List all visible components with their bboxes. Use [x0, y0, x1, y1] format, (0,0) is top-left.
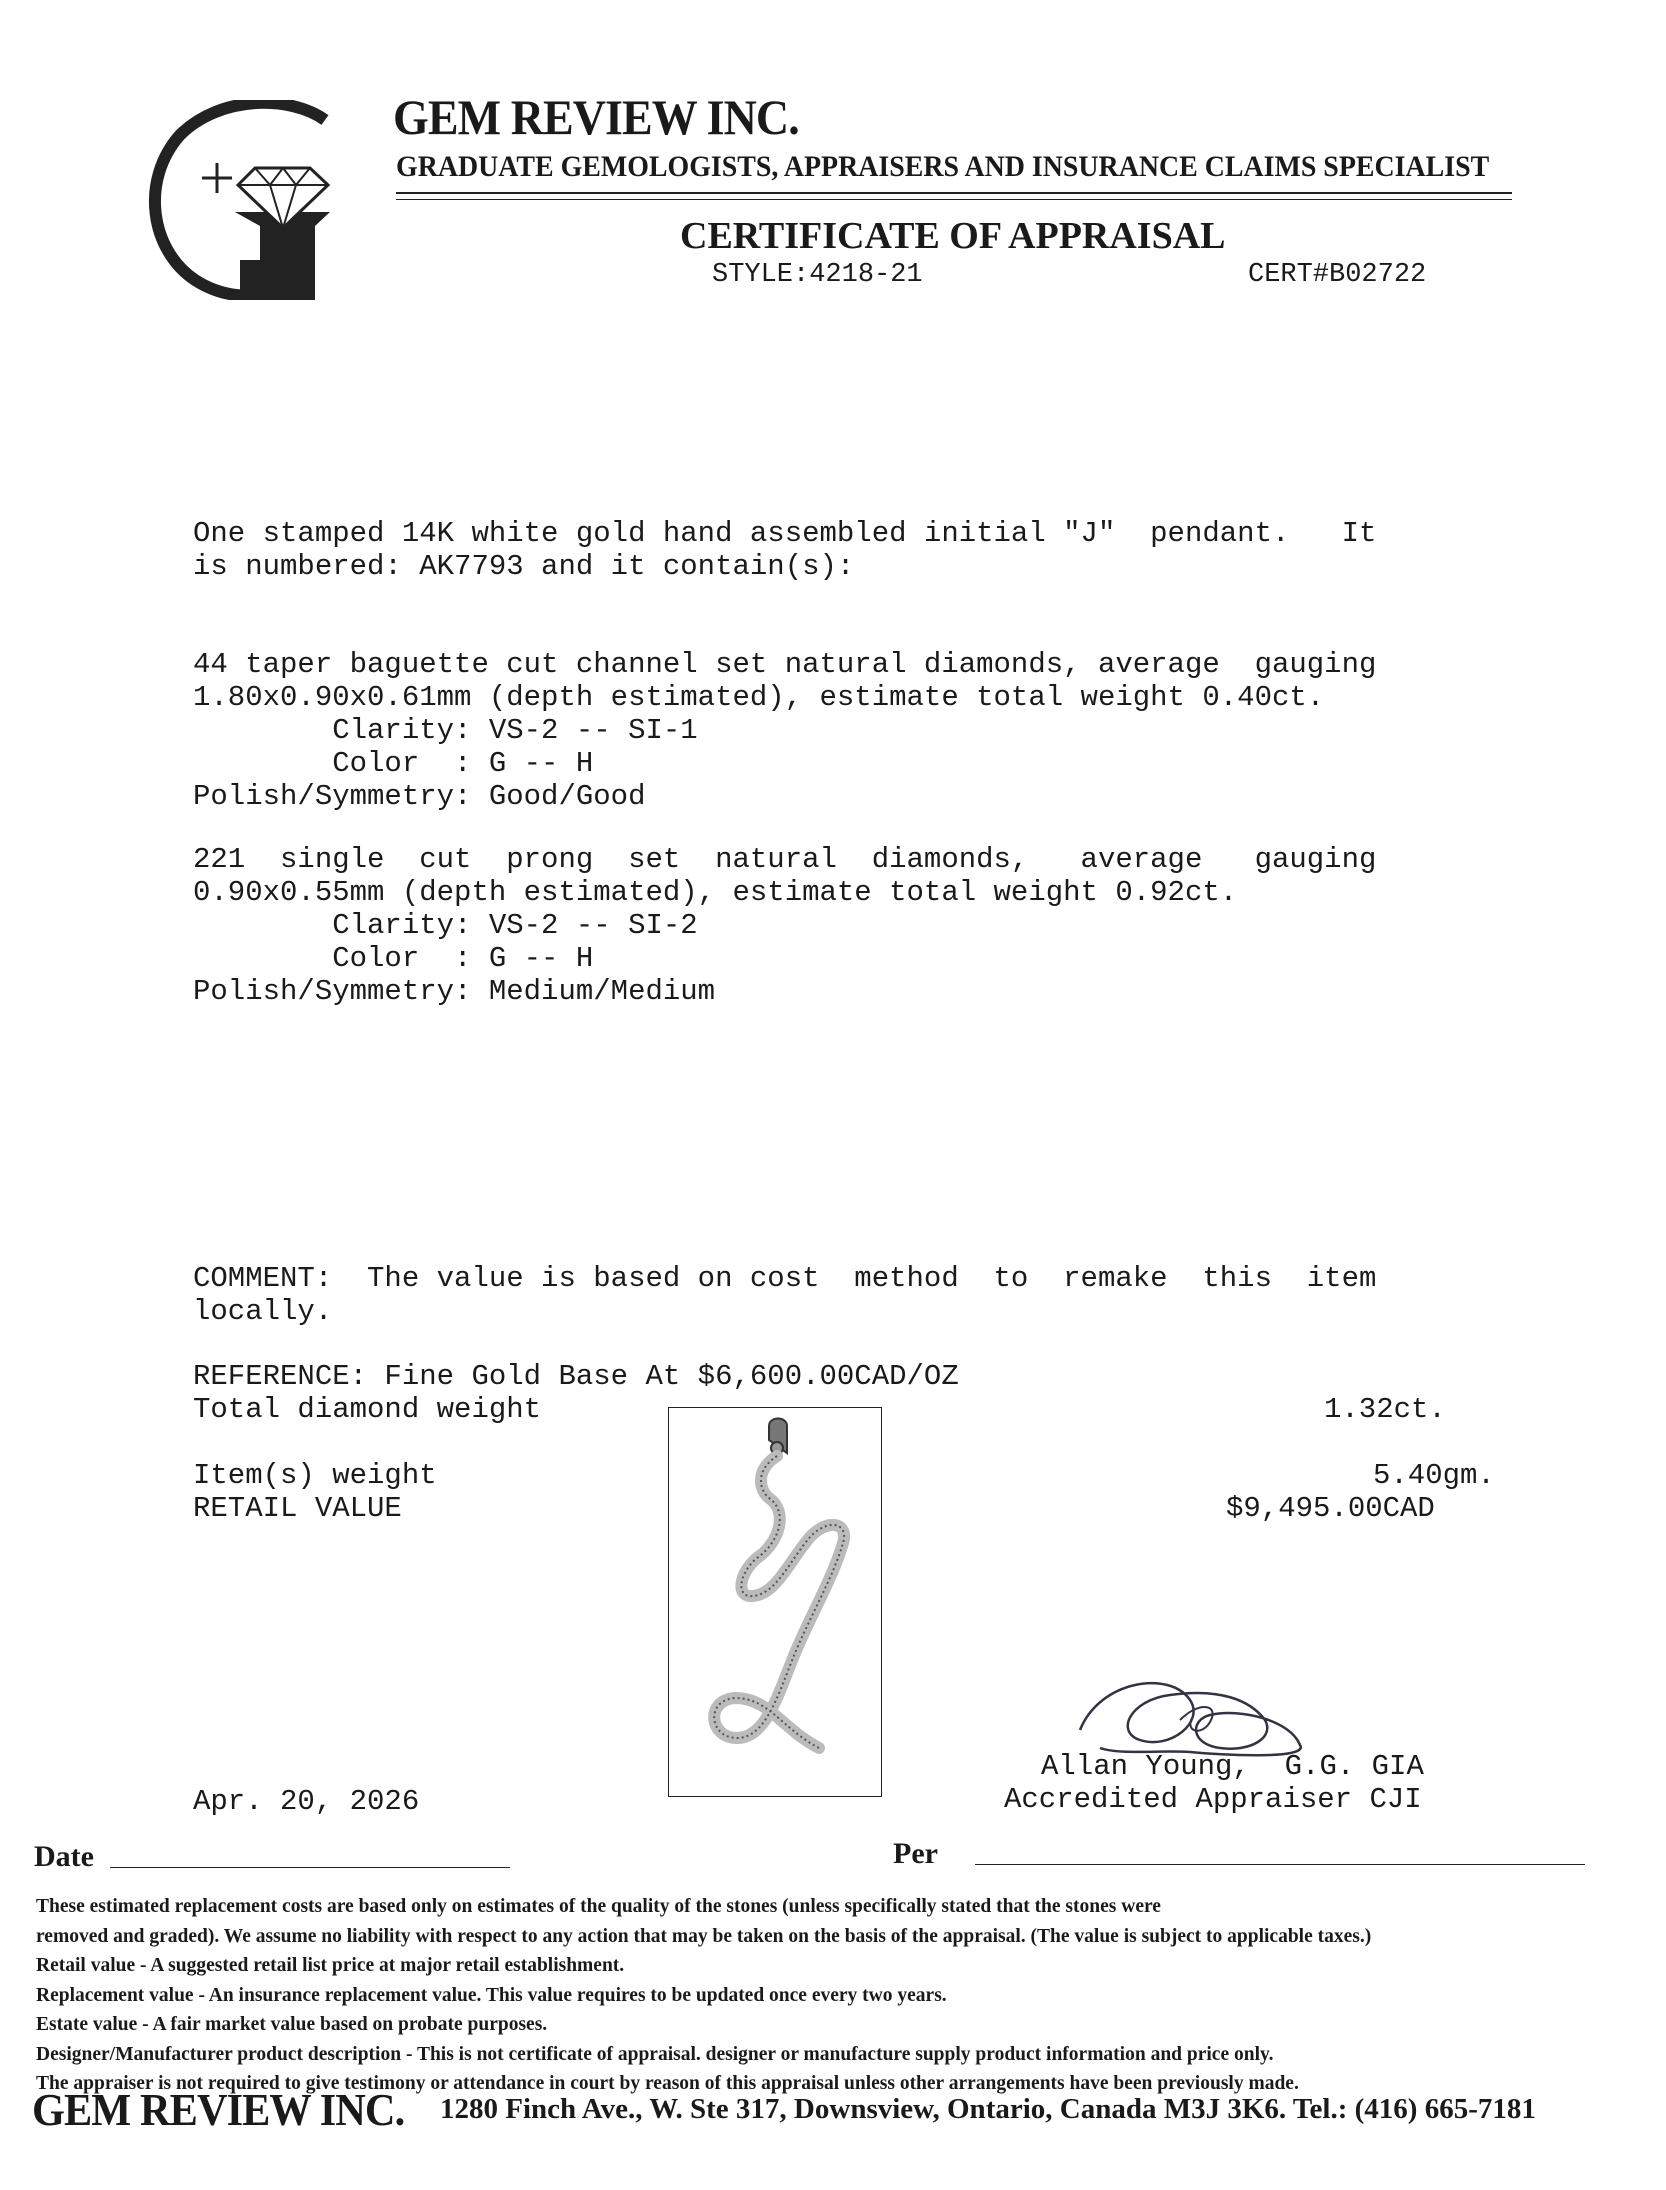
appraiser-title: Accredited Appraiser CJI: [1004, 1783, 1422, 1816]
gem-logo-icon: [140, 100, 345, 300]
disclaimer-line: These estimated replacement costs are based only on estimates of the quality of the stones (unless specifically stated that the stones were: [36, 1896, 1161, 1917]
item-weight-label: Item(s) weight: [193, 1459, 437, 1492]
pendant-image: [669, 1408, 881, 1796]
item-description: One stamped 14K white gold hand assembled initial "J" pendant. It is numbered: AK7793 and it contain(s):: [193, 517, 1377, 583]
disclaimers: [36, 1892, 1636, 2099]
appraiser-name: Allan Young, G.G. GIA: [1041, 1750, 1424, 1783]
date-signature-line: [110, 1867, 510, 1868]
header-divider: [396, 192, 1512, 194]
gold-reference: REFERENCE: Fine Gold Base At $6,600.00CAD/OZ: [193, 1360, 959, 1393]
header-divider: [396, 199, 1512, 200]
style-number: STYLE:4218-21: [712, 260, 923, 290]
company-tagline: GRADUATE GEMOLOGISTS, APPRAISERS AND INSURANCE CLAIMS SPECIALIST: [396, 150, 1490, 183]
disclaimer-line: Replacement value - An insurance replacement value. This value requires to be updated once every two years.: [36, 1984, 947, 2006]
total-diamond-weight-value: 1.32ct.: [1324, 1393, 1446, 1426]
pendant-photo: [668, 1407, 882, 1797]
company-name: GEM REVIEW INC.: [393, 89, 799, 145]
retail-value-value: $9,495.00CAD: [1226, 1492, 1435, 1525]
stone-group-single-cut: 221 single cut prong set natural diamonds, average gauging 0.90x0.55mm (depth estimated), estimate total weight 0.92ct. Clarity: VS-2 -- SI-2 Color : G -- H Polish/Symmetry: Medium/Medium: [193, 843, 1377, 1008]
disclaimer-line: Estate value - A fair market value based on probate purposes.: [36, 2014, 548, 2035]
footer-address: 1280 Finch Ave., W. Ste 317, Downsview, Ontario, Canada M3J 3K6. Tel.: (416) 665-7181: [440, 2093, 1536, 2125]
date-label: Date: [34, 1840, 94, 1873]
retail-value-label: RETAIL VALUE: [193, 1492, 402, 1525]
disclaimer-line: removed and graded). We assume no liability with respect to any action that may be taken on the basis of the appraisal. (The value is subject to applicable taxes.): [36, 1925, 1372, 1947]
total-diamond-weight-label: Total diamond weight: [193, 1393, 542, 1426]
appraisal-date: Apr. 20, 2026: [193, 1785, 420, 1818]
item-weight-value: 5.40gm.: [1373, 1459, 1495, 1492]
disclaimer-line: Designer/Manufacturer product description - This is not certificate of appraisal. designer or manufacture supply product information and price only.: [36, 2043, 1274, 2065]
per-label: Per: [893, 1837, 938, 1870]
comment: COMMENT: The value is based on cost method to remake this item locally.: [193, 1262, 1377, 1328]
certificate-number: CERT#B02722: [1248, 260, 1427, 290]
footer-company-name: GEM REVIEW INC.: [32, 2084, 405, 2135]
disclaimer-line: Retail value - A suggested retail list price at major retail establishment.: [36, 1955, 625, 1976]
certificate-title: CERTIFICATE OF APPRAISAL: [680, 215, 1226, 257]
stone-group-baguette: 44 taper baguette cut channel set natural diamonds, average gauging 1.80x0.90x0.61mm (depth estimated), estimate total weight 0.40ct. Clarity: VS-2 -- SI-1 Color : G -- H Polish/Symmetry: Good/Good: [193, 648, 1377, 813]
per-signature-line: [975, 1864, 1585, 1865]
disclaimer-line: The appraiser is not required to give testimony or attendance in court by reason of this appraisal unless other arrangements have been previously made.: [36, 2073, 1299, 2094]
